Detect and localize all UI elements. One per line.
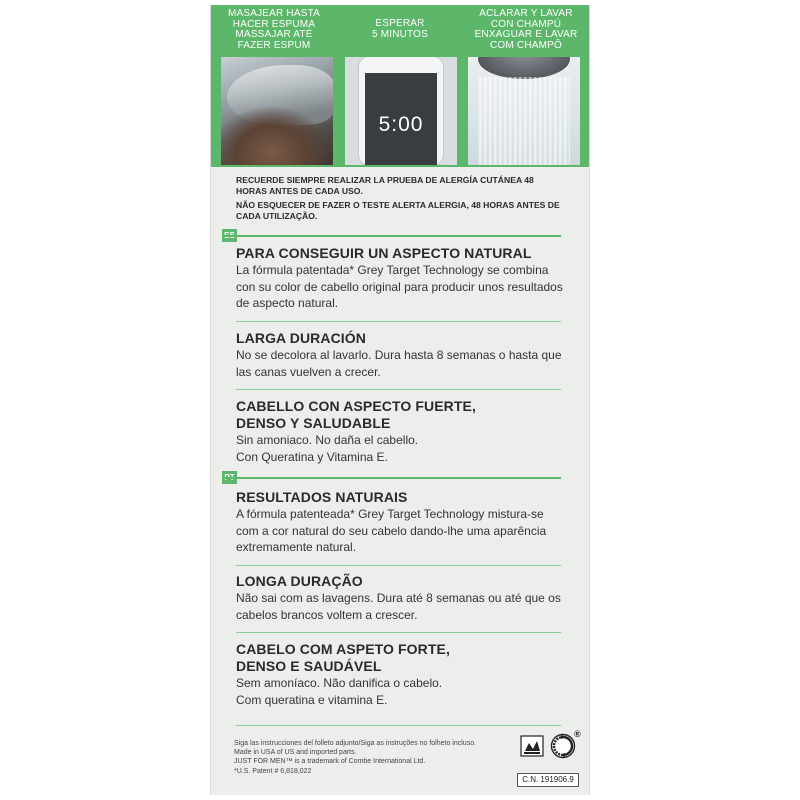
water-stream bbox=[478, 77, 570, 165]
step-2-caption: ESPERAR 5 MINUTOS bbox=[371, 18, 429, 40]
section-strong-hair-pt bbox=[236, 641, 576, 708]
section-body: Sin amoniaco. No daña el cabello. Con Queratina y Vitamina E. bbox=[236, 433, 419, 464]
section-title: LARGA DURACIÓN bbox=[236, 330, 366, 346]
step-1-caption: MASAJEAR HASTA HACER ESPUMA MASSAJAR ATÉ FAZER ESPUM bbox=[227, 8, 321, 51]
legal-footer bbox=[234, 739, 524, 776]
timer-display: 5:00 bbox=[378, 113, 424, 136]
section-title: PARA CONSEGUIR UN ASPECTO NATURAL bbox=[236, 245, 532, 261]
section-title: CABELO COM ASPETO FORTE, DENSO E SAUDÁVEL bbox=[236, 641, 450, 674]
section-body: La fórmula patentada* Grey Target Technology se combina con su color de cabello original para producir unos resultados de aspecto natural. bbox=[236, 263, 563, 311]
divider bbox=[236, 725, 561, 726]
phone-timer-image bbox=[345, 57, 457, 165]
cn-code-box: C.N. 191906.9 bbox=[517, 773, 579, 787]
instruction-steps bbox=[211, 5, 589, 167]
allergy-warning-es: RECUERDE SIEMPRE REALIZAR LA PRUEBA DE ALERGÍA CUTÁNEA 48 HORAS ANTES DE CADA USO. bbox=[236, 175, 534, 196]
face-shape bbox=[221, 105, 333, 165]
section-body: A fórmula patenteada* Grey Target Technology mistura-se com a cor natural do seu cabelo dando-lhe uma aparência extremamente natural. bbox=[236, 507, 547, 555]
product-back-panel bbox=[210, 5, 590, 795]
allergy-warning bbox=[236, 175, 566, 225]
divider bbox=[236, 389, 561, 390]
gray-hair-massage-image bbox=[221, 57, 333, 165]
section-title: CABELLO CON ASPECTO FUERTE, DENSO Y SALUDABLE bbox=[236, 398, 476, 431]
registered-mark: ® bbox=[574, 729, 581, 739]
shower-image bbox=[468, 57, 580, 165]
phone-screen bbox=[365, 73, 437, 165]
section-natural-results-pt bbox=[236, 489, 576, 556]
section-body: No se decolora al lavarlo. Dura hasta 8 semanas o hasta que las canas vuelven a crecer. bbox=[236, 348, 562, 379]
language-divider-pt bbox=[222, 477, 561, 479]
section-long-lasting-pt bbox=[236, 573, 576, 623]
symbol-icons bbox=[520, 729, 581, 773]
footer-origin: Made in USA of US and imported parts. bbox=[234, 749, 357, 757]
green-dot-recycle-icon bbox=[550, 733, 576, 759]
language-divider-es bbox=[222, 235, 561, 237]
divider bbox=[236, 632, 561, 633]
divider bbox=[236, 565, 561, 566]
section-body: Não sai com as lavagens. Dura até 8 semanas ou até que os cabelos brancos voltem a crescer. bbox=[236, 591, 561, 622]
section-strong-hair-es bbox=[236, 398, 576, 465]
footer-patent: *U.S. Patent # 6,818,022 bbox=[234, 767, 312, 775]
section-long-lasting-es bbox=[236, 330, 576, 380]
footer-instructions: Siga las instrucciones del folleto adjunto/Siga as instruções no folheto incluso. bbox=[234, 740, 477, 747]
section-natural-look-es bbox=[236, 245, 576, 312]
section-title: LONGA DURAÇÃO bbox=[236, 573, 363, 589]
shower-head-icon bbox=[478, 57, 570, 79]
section-body: Sem amoníaco. Não danifica o cabelo. Com queratina e vitamina E. bbox=[236, 676, 443, 707]
step-3-caption: ACLARAR Y LAVAR CON CHAMPÚ ENXAGUAR E LAVAR COM CHAMPÔ bbox=[474, 8, 578, 51]
footer-trademark: JUST FOR MEN™ is a trademark of Combe International Ltd. bbox=[234, 758, 426, 766]
recycle-bin-box-icon bbox=[520, 735, 544, 757]
divider bbox=[236, 321, 561, 322]
section-title: RESULTADOS NATURAIS bbox=[236, 489, 408, 505]
phone-body bbox=[359, 57, 443, 165]
allergy-warning-pt: NÃO ESQUECER DE FAZER O TESTE ALERTA ALERGIA, 48 HORAS ANTES DE CADA UTILIZAÇÃO. bbox=[236, 200, 560, 221]
